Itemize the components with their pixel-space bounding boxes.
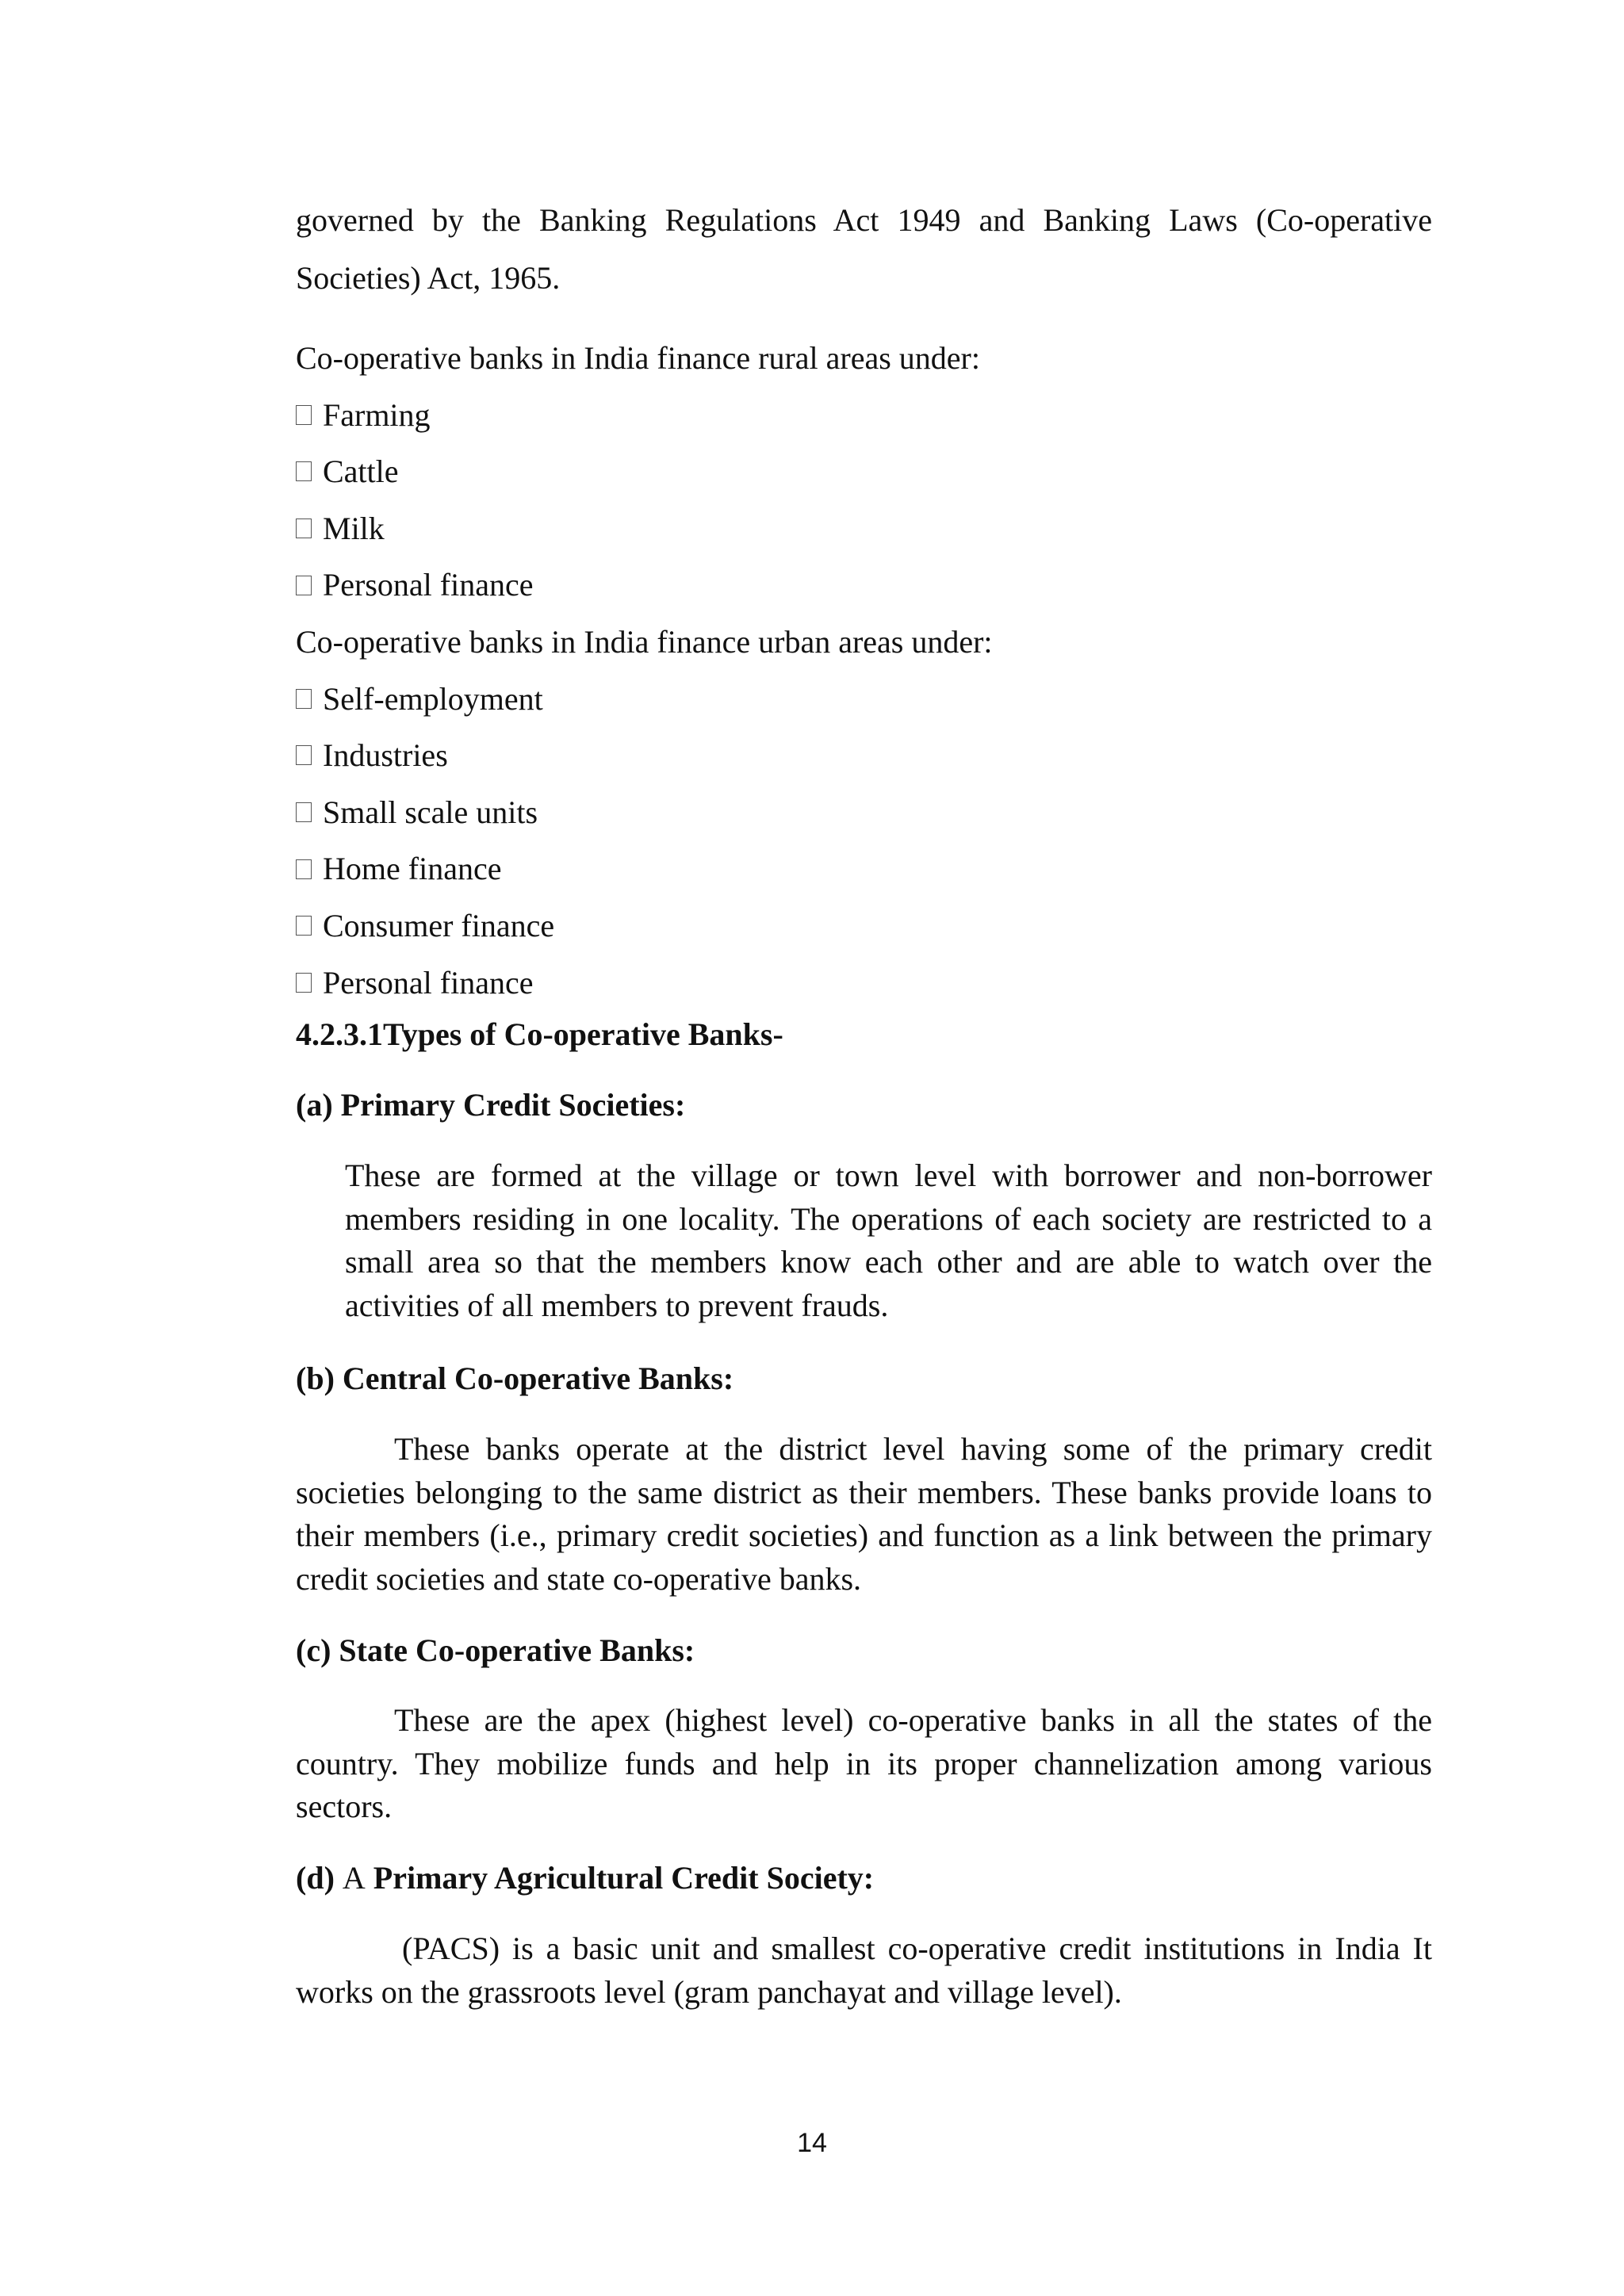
list-item: Consumer finance [296, 897, 1432, 955]
type-a-body: These are formed at the village or town level with borrower and non-borrower members residing in one locality. The operations of each society are restricted to a small area so that the members know each other and are able to watch over the activities of all members to prevent frauds. [345, 1158, 1432, 1324]
bullet-box-icon [296, 745, 312, 765]
bullet-box-icon [296, 461, 312, 481]
list-item: Self-employment [296, 671, 1432, 728]
bullet-box-icon [296, 689, 312, 709]
bullet-box-icon [296, 576, 312, 595]
type-c-body: These are the apex (highest level) co-operative banks in all the states of the country. They mobilize funds and help in its proper channelization among various sectors. [296, 1702, 1432, 1825]
bullet-box-icon [296, 973, 312, 993]
type-a-heading: (a) Primary Credit Societies: [296, 1087, 686, 1123]
list-item: Cattle [296, 443, 1432, 500]
type-b-heading: (b) Central Co-operative Banks: [296, 1360, 734, 1396]
type-d-heading [296, 1858, 1432, 1898]
type-d-prefix: (d) [296, 1860, 335, 1896]
bullet-box-icon [296, 859, 312, 879]
bullet-box-icon [296, 519, 312, 538]
type-d-body: (PACS) is a basic unit and smallest co-operative credit institutions in India It works on the grassroots level (gram panchayat and village level). [296, 1931, 1432, 2010]
bullet-box-icon [296, 802, 312, 822]
list-item: Milk [296, 500, 1432, 557]
list-item: Small scale units [296, 784, 1432, 841]
document-page [296, 0, 1432, 2296]
section-title: 4.2.3.1Types of Co-operative Banks- [296, 1016, 783, 1052]
list-item: Industries [296, 727, 1432, 784]
list-item: Personal finance [296, 955, 1432, 1012]
bullet-box-icon [296, 405, 312, 425]
list-item: Home finance [296, 840, 1432, 897]
bullet-box-icon [296, 916, 312, 936]
type-c-heading: (c) State Co-operative Banks: [296, 1632, 695, 1668]
type-d-title: Primary Agricultural Credit Society: [373, 1860, 875, 1896]
type-b-body: These banks operate at the district level having some of the primary credit societies belonging to the same district as their members. These banks provide loans to their members (i.e., primary credit societies) and function as a link between the primary credit societies and state co-operative banks. [296, 1431, 1432, 1598]
finance-areas-list [296, 330, 1432, 1011]
list-item: Personal finance [296, 557, 1432, 614]
page-number: 14 [797, 2128, 827, 2158]
rural-areas-heading: Co-operative banks in India finance rural areas under: [296, 340, 980, 376]
intro-paragraph: governed by the Banking Regulations Act 1949 and Banking Laws (Co-operative Societies) Act, 1965. [296, 202, 1432, 296]
list-item: Farming [296, 387, 1432, 444]
urban-areas-heading: Co-operative banks in India finance urban areas under: [296, 623, 993, 660]
type-d-article: A [342, 1860, 366, 1896]
